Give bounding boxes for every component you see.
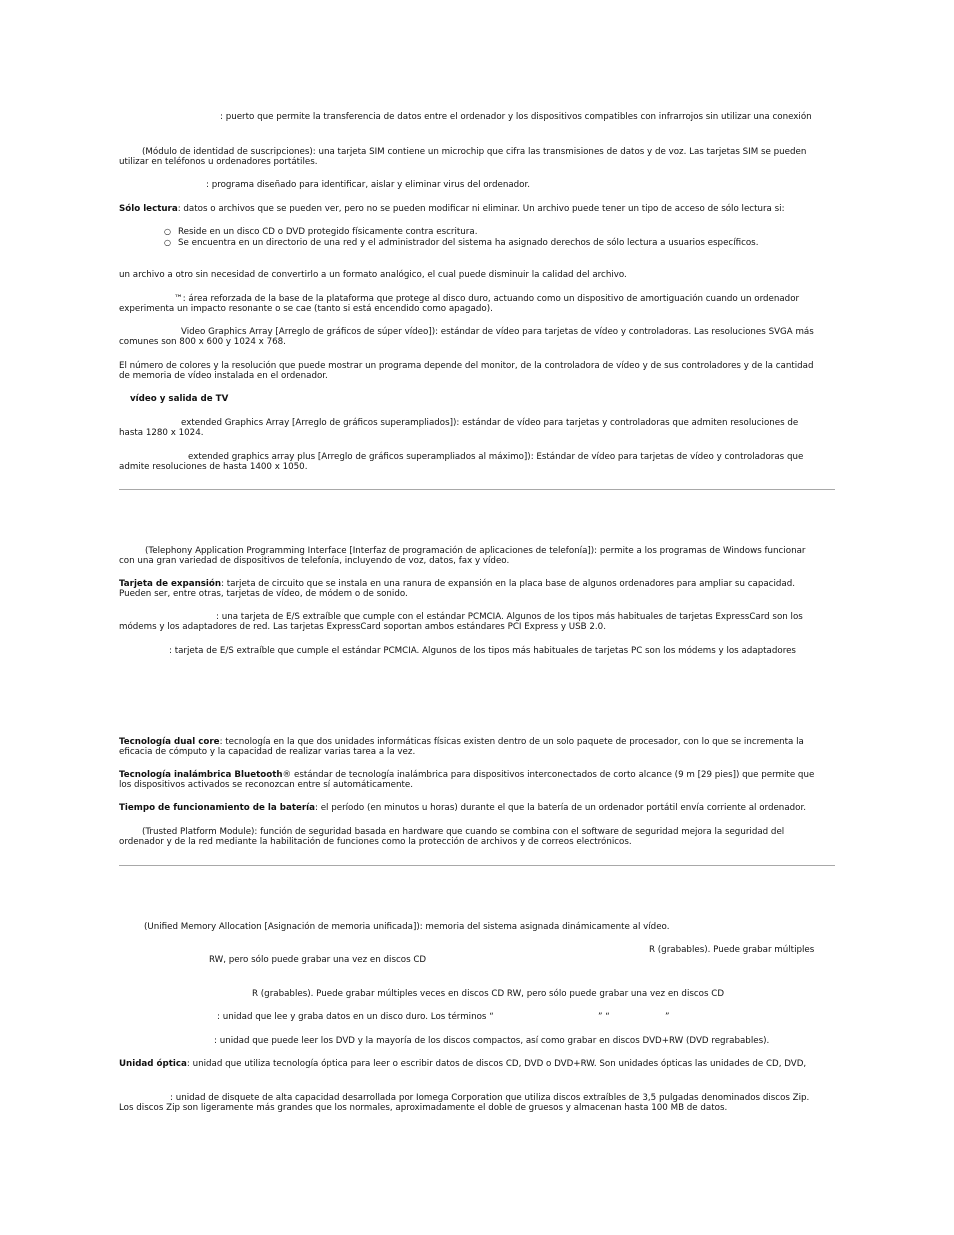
optical-drive-term: Unidad óptica — [119, 1059, 187, 1069]
expresscard-definition-line1: : una tarjeta de E/S extraíble que cumple con el estándar PCMCIA. Algunos de los tipos más habituales de tarjetas ExpressCard son los — [216, 612, 803, 622]
bluetooth-text: ® estándar de tecnología inalámbrica para dispositivos interconectados de corto alcance (9 m [29 pies]) que permite que — [282, 770, 815, 780]
svga-definition-line1: Video Graphics Array [Arreglo de gráficos de súper vídeo]): estándar de vídeo para tarjetas de vídeo y controladoras. Las resoluciones SVGA más — [181, 327, 814, 337]
battery-life-text: : el período (en minutos u horas) durante el que la batería de un ordenador portátil envía corriente al ordenador. — [315, 803, 807, 813]
read-only-term: Sólo lectura — [119, 204, 178, 214]
dual-core-line2: eficacia de cómputo y la capacidad de realizar varias tarea a la vez. — [119, 747, 416, 757]
sim-definition-line1: (Módulo de identidad de suscripciones): una tarjeta SIM contiene un microchip que cifra las transmisiones de datos y de voz. Las tarjetas SIM se pueden — [142, 147, 807, 157]
tapi-definition-line2: con una gran variedad de dispositivos de telefonía, incluyendo de voz, datos, fax y vídeo. — [119, 556, 510, 566]
hard-drive-definition: : unidad que lee y graba datos en un disco duro. Los términos “ — [217, 1012, 494, 1022]
zip-definition-line1: : unidad de disquete de alta capacidad desarrollada por Iomega Corporation que utiliza discos extraíbles de 3,5 pulgadas denominados discos Zip. — [170, 1093, 810, 1103]
expansion-card-line2: Pueden ser, entre otras, tarjetas de vídeo, de módem o de sonido. — [119, 589, 408, 599]
sim-definition-line2: utilizar en teléfonos u ordenadores portátiles. — [119, 157, 318, 167]
strikezone-definition-line2: experimenta un impacto resonante o se cae (tanto si está encendido como apagado). — [119, 304, 493, 314]
bluetooth-line2: los dispositivos activados se reconozcan entre sí automáticamente. — [119, 780, 414, 790]
sxgaplus-definition-line1: extended graphics array plus [Arreglo de gráficos superampliados al máximo]): Estándar de vídeo para tarjetas de vídeo y controladoras que — [188, 452, 804, 462]
dual-core-text: : tecnología en la que dos unidades informáticas físicas existen dentro de un solo paquete de procesador, con lo que se incrementa la — [219, 737, 804, 747]
expansion-card-term: Tarjeta de expansión — [119, 579, 222, 589]
hard-drive-quote-end: ” — [665, 1012, 670, 1022]
digital-transfer-text: un archivo a otro sin necesidad de convertirlo a un formato analógico, el cual puede disminuir la calidad del archivo. — [119, 270, 627, 280]
svga-definition-line2: comunes son 800 x 600 y 1024 x 768. — [119, 337, 286, 347]
expresscard-definition-line2: módems y los adaptadores de red. Las tarjetas ExpressCard soportan ambos estándares PCI Express y USB 2.0. — [119, 622, 606, 632]
dvdrw-definition: : unidad que puede leer los DVD y la mayoría de los discos compactos, así como grabar en discos DVD+RW (DVD regrabables). — [214, 1036, 770, 1046]
colors-text-line2: de memoria de vídeo instalada en el ordenador. — [119, 371, 328, 381]
section-divider — [119, 865, 835, 866]
section-divider — [119, 489, 835, 490]
tpm-definition-line2: ordenador y de la red mediante la habilitación de funciones como la protección de archivos y de correos electrónicos. — [119, 837, 632, 847]
list-item-text: Reside en un disco CD o DVD protegido físicamente contra escritura. — [178, 227, 478, 237]
optical-drive-definition — [119, 1059, 806, 1070]
expansion-card-text: : tarjeta de circuito que se instala en una ranura de expansión en la placa base de algunos ordenadores para ampliar su capacidad. — [221, 579, 795, 589]
pc-card-definition: : tarjeta de E/S extraíble que cumple el estándar PCMCIA. Algunos de los tipos más habituales de tarjetas PC son los módems y los adaptadores — [169, 646, 796, 656]
hard-drive-quote-mid: ” “ — [598, 1012, 610, 1022]
uma-definition: (Unified Memory Allocation [Asignación de memoria unificada]): memoria del sistema asignada dinámicamente al vídeo. — [144, 922, 670, 932]
bluetooth-term: Tecnología inalámbrica Bluetooth — [119, 770, 283, 780]
colors-text-line1: El número de colores y la resolución que puede mostrar un programa depende del monitor, de la controladora de vídeo y de sus controladores y de la cantidad — [119, 361, 814, 371]
antivirus-definition: : programa diseñado para identificar, aislar y eliminar virus del ordenador. — [206, 180, 531, 190]
read-only-text: : datos o archivos que se pueden ver, pero no se pueden modificar ni eliminar. Un archivo puede tener un tipo de acceso de sólo lectura si: — [177, 204, 785, 214]
sxga-definition-line2: hasta 1280 x 1024. — [119, 428, 204, 438]
cdrw-definition-line2: RW, pero sólo puede grabar una vez en discos CD — [209, 955, 427, 965]
strikezone-definition-line1: ™: área reforzada de la base de la plataforma que protege al disco duro, actuando como un dispositivo de amortiguación cuando un ordenador — [174, 294, 800, 304]
list-item-text: Se encuentra en un directorio de una red y el administrador del sistema ha asignado derechos de sólo lectura a usuarios específicos. — [178, 238, 759, 248]
cdrw-definition-right: R (grabables). Puede grabar múltiples — [649, 945, 815, 955]
dual-core-term: Tecnología dual core — [119, 737, 220, 747]
video-tv-heading — [130, 394, 228, 405]
infrared-definition: : puerto que permite la transferencia de datos entre el ordenador y los dispositivos compatibles con infrarrojos sin utilizar una conexión — [220, 112, 812, 122]
zip-definition-line2: Los discos Zip son ligeramente más grandes que los normales, aproximadamente el doble de gruesos y almacenan hasta 100 MB de datos. — [119, 1103, 728, 1113]
cdrw-dvd-definition: R (grabables). Puede grabar múltiples veces en discos CD RW, pero sólo puede grabar una vez en discos CD — [252, 989, 725, 999]
read-only-definition — [119, 204, 785, 215]
video-tv-term: vídeo y salida de TV — [130, 394, 229, 404]
list-item — [164, 237, 758, 249]
sxgaplus-definition-line2: admite resoluciones de hasta 1400 x 1050. — [119, 462, 308, 472]
tpm-definition-line1: (Trusted Platform Module): función de seguridad basada en hardware que cuando se combina con el software de seguridad mejora la seguridad del — [142, 827, 785, 837]
battery-life-term: Tiempo de funcionamiento de la batería — [119, 803, 315, 813]
circle-bullet-icon: ○ — [164, 238, 171, 247]
optical-drive-text: : unidad que utiliza tecnología óptica para leer o escribir datos de discos CD, DVD o DVD+RW. Son unidades ópticas las unidades de CD, DVD, — [186, 1059, 807, 1069]
battery-life-definition — [119, 803, 806, 814]
circle-bullet-icon: ○ — [164, 227, 171, 236]
tapi-definition-line1: (Telephony Application Programming Interface [Interfaz de programación de aplicaciones de telefonía]): permite a los programas de Windows funcionar — [145, 546, 806, 556]
sxga-definition-line1: extended Graphics Array [Arreglo de gráficos superampliados]): estándar de vídeo para tarjetas y controladoras que admiten resoluciones de — [181, 418, 799, 428]
